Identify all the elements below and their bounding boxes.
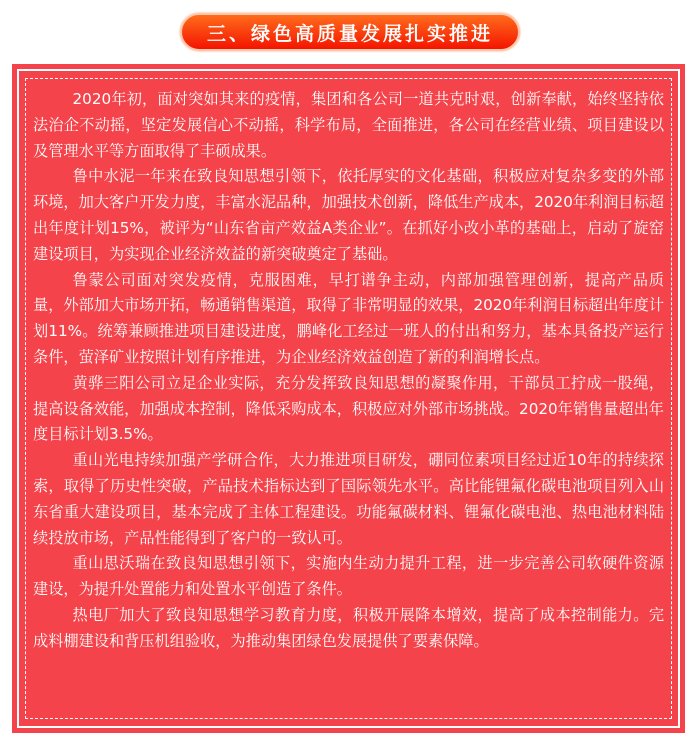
paragraph: 2020年初，面对突如其来的疫情，集团和各公司一道共克时艰，创新奉献，始终坚持依法治企不动摇，坚定发展信心不动摇，科学布局，全面推进，各公司在经营业绩、项目建设以及管理水平等方面取得了丰硕成果。 [33, 90, 664, 160]
content-panel [19, 71, 678, 726]
paragraph: 重山思沃瑞在致良知思想引领下，实施内生动力提升工程，进一步完善公司软硬件资源建设，为提升处置能力和处置水平创造了条件。 [33, 554, 664, 599]
paragraph: 热电厂加大了致良知思想学习教育力度，积极开展降本增效，提高了成本控制能力。完成料棚建设和背压机组验收，为推动集团绿色发展提供了要素保障。 [33, 605, 664, 650]
section-title-banner [180, 13, 520, 51]
paragraph: 重山光电持续加强产学研合作，大力推进项目研发，硼同位素项目经过近10年的持续探索，取得了历史性突破，产品技术指标达到了国际领先水平。高比能锂氟化碳电池项目列入山东省重大建设项目，基本完成了主体工程建设。功能氟碳材料、锂氟化碳电池、热电池材料陆续投放市场，产品性能得到了客户的一致认可。 [33, 451, 664, 547]
paragraph: 鲁中水泥一年来在致良知思想引领下，依托厚实的文化基础，积极应对复杂多变的外部环境，加大客户开发力度，丰富水泥品种，加强技术创新，降低生产成本，2020年利润目标超出年度计划15%，被评为“山东省亩产效益A类企业”。在抓好小改小革的基础上，启动了旋窑建设项目，为实现企业经济效益的新突破奠定了基础。 [33, 167, 664, 263]
content-frame [12, 64, 685, 733]
article-body [33, 87, 664, 655]
section-title: 三、绿色高质量发展扎实推进 [206, 22, 493, 45]
paragraph: 鲁蒙公司面对突发疫情，克服困难，早打谱争主动，内部加强管理创新，提高产品质量，外部加大市场开拓，畅通销售渠道，取得了非常明显的效果，2020年利润目标超出年度计划11%。统筹兼顾推进项目建设进度，鹏峰化工经过一班人的付出和努力，基本具备投产运行条件，萤泽矿业按照计划有序推进，为企业经济效益创造了新的利润增长点。 [33, 270, 664, 366]
paragraph: 黄骅三阳公司立足企业实际，充分发挥致良知思想的凝聚作用，干部员工拧成一股绳，提高设备效能，加强成本控制，降低采购成本，积极应对外部市场挑战。2020年销售量超出年度目标计划3.5%。 [33, 373, 664, 444]
